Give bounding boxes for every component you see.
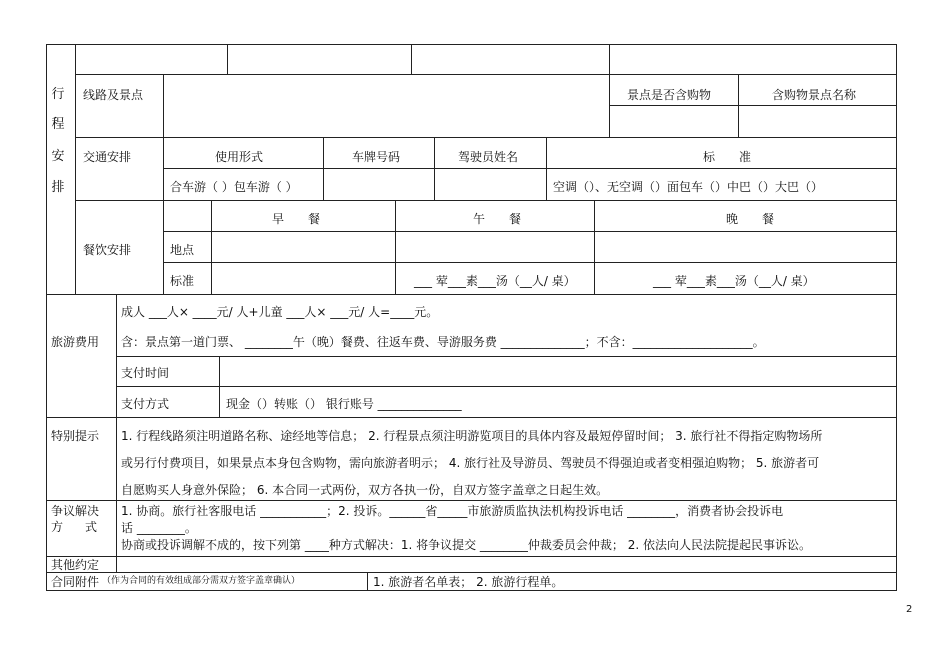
usage-form-label: 使用形式 [215, 150, 264, 164]
grid-line [163, 231, 897, 232]
grid-line [116, 417, 117, 557]
grid-line [116, 386, 897, 387]
fees-inclusions: 含：景点第一道门票、 ________午（晚）餐费、往返车费、导游服务费 ______________；不含：____________________。 [121, 335, 765, 349]
grid-line [116, 556, 117, 573]
grid-line [609, 105, 897, 106]
meal-label: 餐饮安排 [83, 243, 132, 257]
grid-line [46, 556, 897, 557]
plate-number-label: 车牌号码 [352, 150, 401, 164]
grid-line [75, 44, 76, 295]
notice-line: 或另行付费项目，如果景点本身包含购物，需向旅游者明示； 4. 旅行社及导游员、驾驶员不得强迫或者变相强迫购物； 5. 旅游者可 [121, 456, 820, 470]
dinner-header: 晚 餐 [726, 212, 775, 226]
payment-method-label: 支付方式 [121, 397, 170, 411]
payment-method-value: 现金（）转账（） 银行账号 ______________ [226, 397, 462, 411]
vehicle-standard-options: 空调（）、无空调（）面包车（）中巴（）大巴（） [553, 180, 824, 194]
grid-line [163, 74, 164, 295]
standard-label: 标 准 [703, 150, 752, 164]
grid-line [738, 74, 739, 138]
lunch-header: 午 餐 [473, 212, 522, 226]
itinerary-label-char: 安 [51, 149, 65, 164]
grid-line [219, 356, 220, 418]
grid-line [395, 200, 396, 295]
notice-line: 1. 行程线路须注明道路名称、途经地等信息； 2. 行程景点须注明游览项目的具体内容及最短停留时间； 3. 旅行社不得指定购物场所 [121, 429, 823, 443]
shopping-name-label: 含购物景点名称 [772, 88, 857, 102]
breakfast-header: 早 餐 [272, 212, 321, 226]
grid-line [46, 417, 897, 418]
grid-line [46, 500, 897, 501]
grid-line [227, 44, 228, 75]
attachment-note: （作为合同的有效组成部分需双方签字盖章确认） [102, 576, 301, 586]
transport-label: 交通安排 [83, 150, 132, 164]
notice-label: 特别提示 [51, 429, 100, 443]
grid-line [211, 200, 212, 295]
grid-line [434, 137, 435, 201]
dispute-label: 方 式 [51, 520, 103, 534]
itinerary-label-char: 行 [51, 87, 65, 102]
grid-line [116, 356, 897, 357]
grid-line [323, 137, 324, 201]
itinerary-label-char: 排 [51, 180, 65, 195]
grid-line [46, 294, 897, 295]
dispute-line: 话 ________。 [121, 521, 197, 535]
grid-line [594, 200, 595, 295]
itinerary-label-char: 程 [51, 117, 65, 132]
grid-line [163, 168, 897, 169]
payment-time-label: 支付时间 [121, 366, 170, 380]
table-border-left [46, 44, 47, 591]
attachment-label: 合同附件 [51, 575, 100, 589]
other-terms-label: 其他约定 [51, 558, 100, 572]
grid-line [75, 74, 897, 75]
grid-line [411, 44, 412, 75]
route-label: 线路及景点 [83, 88, 144, 102]
notice-line: 自愿购买人身意外保险； 6. 本合同一式两份，双方各执一份，自双方签字盖章之日起生效。 [121, 483, 609, 497]
table-border-right [896, 44, 897, 591]
page-number: 2 [906, 604, 913, 615]
lunch-standard: ___ 荤___素___汤（__人/ 桌） [414, 274, 576, 288]
grid-line [546, 137, 547, 201]
fees-calculation: 成人 ___人× ____元/ 人+儿童 ___人× ___元/ 人=____元。 [121, 305, 439, 319]
grid-line [116, 294, 117, 418]
grid-line [163, 262, 897, 263]
grid-line [75, 200, 897, 201]
table-border-top [46, 44, 897, 45]
table-border-bottom [46, 590, 897, 591]
grid-line [609, 44, 610, 138]
usage-options: 合车游（ ）包车游（ ） [170, 180, 298, 194]
attachment-content: 1. 旅游者名单表； 2. 旅游行程单。 [373, 575, 564, 589]
dispute-line: 1. 协商。旅行社客服电话 ___________；2. 投诉。______省_____市旅游质监执法机构投诉电话 ________，消费者协会投诉电 [121, 504, 784, 518]
fees-label: 旅游费用 [51, 335, 100, 349]
shopping-included-label: 景点是否含购物 [627, 88, 712, 102]
meal-place-label: 地点 [170, 243, 195, 257]
dispute-line: 协商或投诉调解不成的，按下列第 ____种方式解决：1. 将争议提交 ________仲裁委员会仲裁； 2. 依法向人民法院提起民事诉讼。 [121, 538, 811, 552]
dispute-label: 争议解决 [51, 504, 100, 518]
dinner-standard: ___ 荤___素___汤（__人/ 桌） [653, 274, 815, 288]
driver-name-label: 驾驶员姓名 [458, 150, 519, 164]
grid-line [367, 572, 368, 591]
meal-standard-label: 标准 [170, 274, 195, 288]
grid-line [46, 572, 897, 573]
grid-line [75, 137, 897, 138]
